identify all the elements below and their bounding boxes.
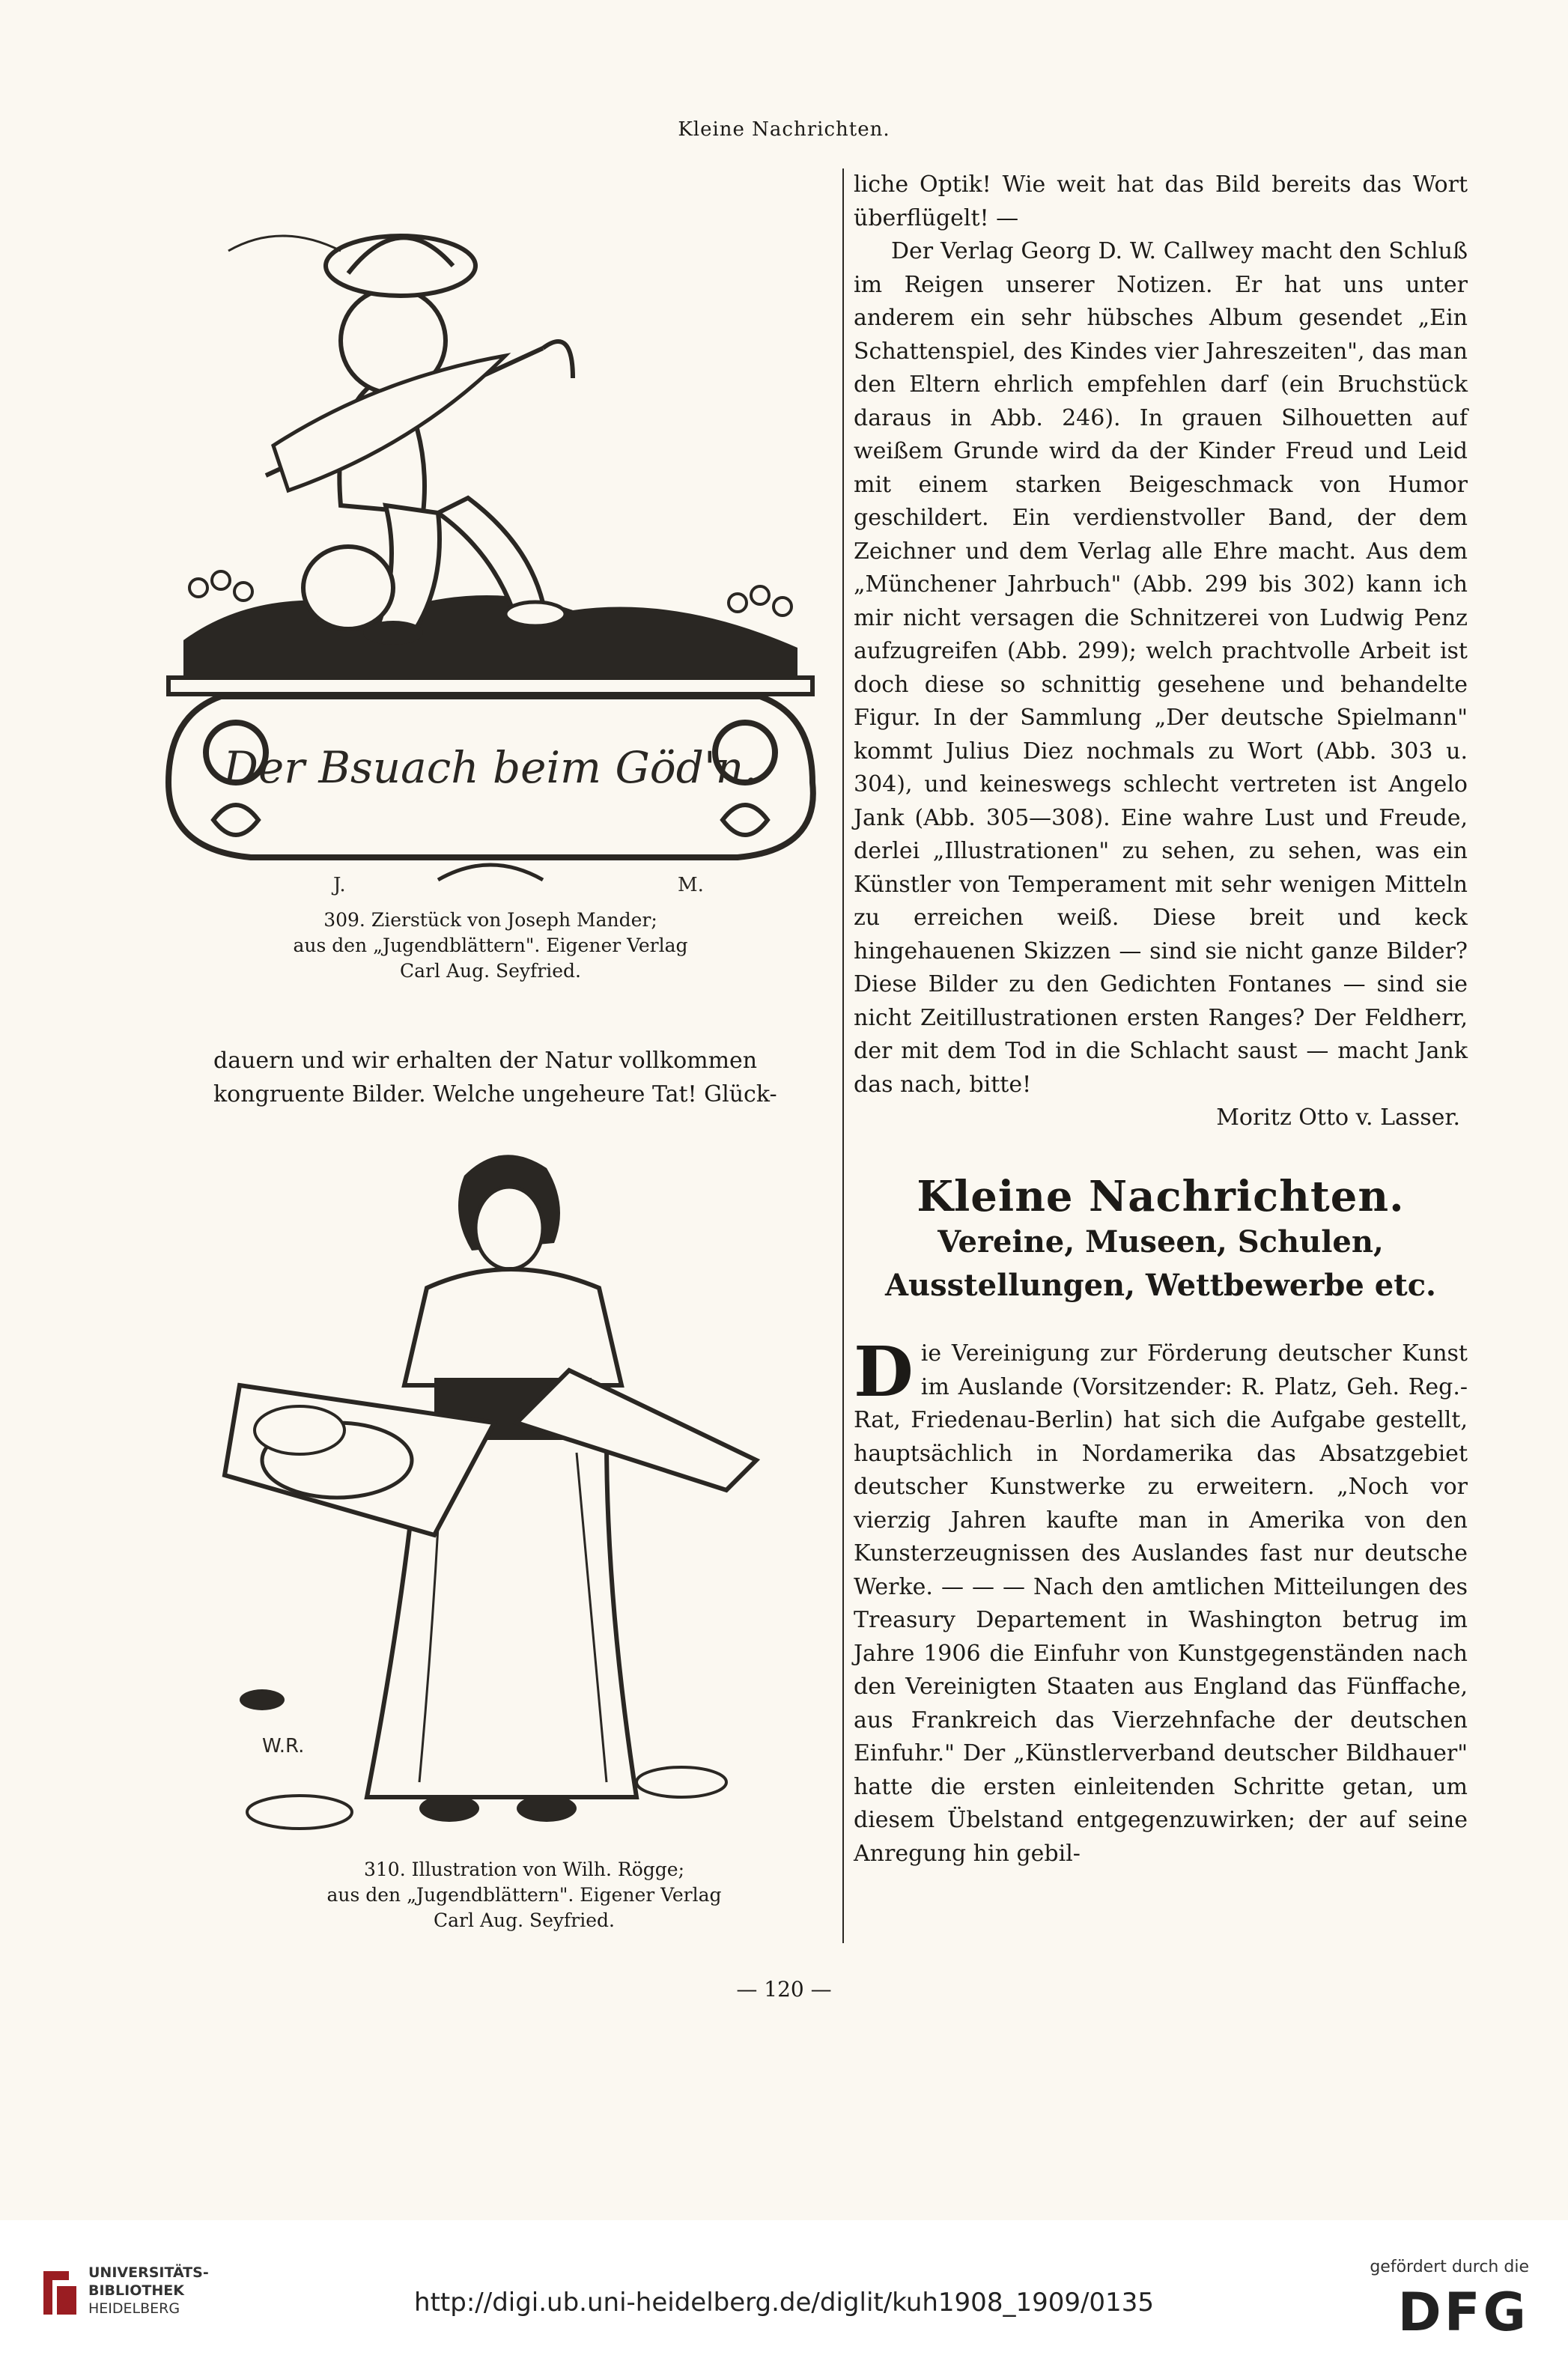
illustration-signature: W.R.: [262, 1735, 305, 1757]
paragraph-callwey: Der Verlag Georg D. W. Callwey macht den Schluß im Reigen unserer Notizen. Er hat uns unter anderem ein sehr hübsches Album gesendet „Ein Schattenspiel, des Kindes vier Jahreszeiten", das man den Eltern ehrlich empfehlen darf (ein Bruchstück daraus in Abb. 246). In grauen Silhouetten auf weißem Grunde wird da der Kinder Freud und Leid mit einem starken Beigeschmack von Humor geschildert. Ein verdienstvoller Band, der dem Zeichner und dem Verlag alle Ehre macht. Aus dem „Münchener Jahrbuch" (Abb. 299 bis 302) kann ich mir nicht versagen die Schnitzerei von Ludwig Penz aufzugreifen (Abb. 299); welch prachtvolle Arbeit ist doch diese so schnittig gesehene und behandelte Figur. In der Sammlung „Der deutsche Spielmann" kommt Julius Diez nochmals zu Wort (Abb. 303 u. 304), und keineswegs schlecht vertreten ist Angelo Jank (Abb. 305—308). Eine wahre Lust und Freude, derlei „Illustrationen" zu sehen, zu sehen, was ein Künstler von Temperament mit sehr wenigen Mitteln zu erreichen weiß. Diese breit und keck hingehauenen Skizzen — sind sie nicht ganze Bilder? Diese Bilder zu den Gedichten Fontanes — sind sie nicht Zeitillustrationen ersten Ranges? Der Feldherr, der mit dem Tod in die Schlacht saust — macht Jank das nach, bitte!: [854, 238, 1468, 1098]
institution-line1: UNIVERSITÄTS-: [88, 2264, 209, 2281]
figure-309-caption: [176, 908, 805, 984]
left-text-line1: dauern und wir erhalten der Natur vollkommen: [213, 1048, 758, 1074]
caption-309-line1: 309. Zierstück von Joseph Mander;: [323, 909, 657, 931]
page-number: — 120 —: [736, 1977, 832, 2002]
digitization-footer: [0, 2220, 1568, 2358]
right-column-text: [854, 168, 1468, 1871]
institution-line3: HEIDELBERG: [88, 2300, 180, 2317]
caption-310-line3: Carl Aug. Seyfried.: [434, 1909, 615, 1931]
caption-309-line2: aus den „Jugendblättern". Eigener Verlag: [293, 935, 688, 956]
sponsor-text: gefördert durch die: [1370, 2258, 1529, 2276]
institution-line2: BIBLIOTHEK: [88, 2282, 184, 2299]
figure-310-caption: [240, 1857, 809, 1933]
section-subtitle: Vereine, Museen, Schulen, Ausstellungen, Wettbewerbe etc.: [885, 1224, 1436, 1303]
caption-309-line3: Carl Aug. Seyfried.: [400, 960, 581, 982]
boy-with-umbrella-drawing: [154, 161, 827, 902]
caption-310-line1: 310. Illustration von Wilh. Rögge;: [363, 1859, 684, 1880]
paragraph-optik: liche Optik! Wie weit hat das Bild bereits das Wort überflügelt! —: [854, 171, 1468, 231]
figure-309-illustration: [154, 161, 827, 902]
monogram-right: M.: [678, 874, 704, 896]
pedestal-lettering: Der Bsuach beim Göd'n.: [223, 742, 758, 793]
author-signature: Moritz Otto v. Lasser.: [1216, 1104, 1460, 1131]
left-text-line2: kongruente Bilder. Welche ungeheure Tat! Glück-: [213, 1081, 777, 1107]
drop-cap: D: [854, 1331, 914, 1412]
caption-310-line2: aus den „Jugendblättern". Eigener Verlag: [326, 1884, 722, 1906]
woman-with-bread-boards-drawing: [217, 1138, 801, 1842]
left-column-text: [213, 1045, 805, 1111]
source-url-link[interactable]: http://digi.ub.uni-heidelberg.de/diglit/kuh1908_1909/0135: [414, 2288, 1154, 2318]
running-head: Kleine Nachrichten.: [678, 118, 890, 141]
dfg-logo: DFG: [1397, 2282, 1529, 2343]
section-title: Kleine Nachrichten.: [917, 1171, 1405, 1221]
paragraph-vereinigung: [854, 1331, 1468, 1871]
figure-310-illustration: [217, 1138, 801, 1842]
monogram-left: J.: [333, 874, 346, 896]
column-divider: [842, 168, 844, 1943]
paragraph-vereinigung-text: ie Vereinigung zur Förderung deutscher Kunst im Auslande (Vorsitzender: R. Platz, Geh. Reg.-Rat, Friedenau-Berlin) hat sich die Aufgabe gestellt, hauptsächlich in Nordamerika das Absatzgebiet deutscher Kunstwerke zu erweitern. „Noch vor vierzig Jahren kaufte man in Amerika von den Kunsterzeugnissen des Auslandes fast nur deutsche Werke. — — — Nach den amtlichen Mitteilungen des Treasury Departement in Washington betrug im Jahre 1906 die Einfuhr von Kunstgegenständen nach den Vereinigten Staaten aus England das Fünffache, aus Frankreich das Vierzehnfache der deutschen Einfuhr." Der „Künstlerverband deutscher Bildhauer" hatte die ersten einleitenden Schritte getan, um diesem Übelstand entgegenzuwirken; der auf seine Anregung hin gebil-: [854, 1340, 1468, 1867]
